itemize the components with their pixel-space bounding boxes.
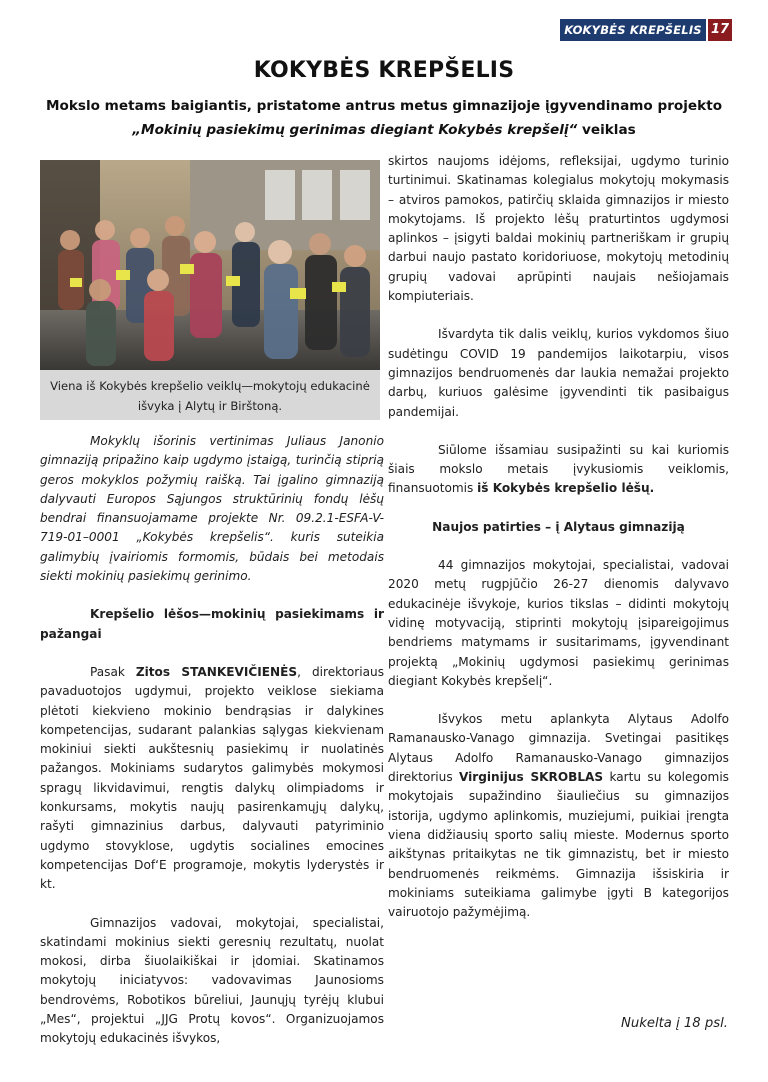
article-title: KOKYBĖS KREPŠELIS (253, 58, 515, 83)
person-name: Virginijus SKROBLAS (458, 770, 604, 785)
body-paragraph (388, 441, 729, 499)
body-paragraph: skirtos naujoms idėjoms, refleksijai, ugdymo turinio turtinimui. Skatinamas kolegialus mokytojų mokymasis – atviros pamokos, patirčių sklaida gimnazijos ir miesto mokytojams. Iš projekto lėšų praturtintos ugdymosi aplinkos – įsigyti baldai mokinių partneriškam ir grupių darbui naujo pastato koridoriuose, mokytojų metodinių grupių vadovai aprūpinti naujais nešiojamais kompiuteriais. (388, 154, 729, 304)
page-number: 17 (708, 19, 732, 41)
text-run: kartu su kolegomis mokytojais supažindino šiauliečius su gimnazijos istorija, ugdymo aplinkomis, muziejumi, puikiai įrengta viena didžiausių sporto salių mieste. Modernus sporto aikštynas pritaikytas ne tik gimnazistų, bet ir miesto bendruomenės reikmėms. Gimnazija išsiskiria ir mokiniams suteikiama galimybe įgyti B kategorijos vairuotojo pažymėjimą. (388, 770, 729, 920)
body-paragraph (388, 710, 729, 922)
section-subheading: Krepšelio lėšos—mokinių pasiekimams ir pažangai (40, 607, 384, 641)
photo-figure (40, 160, 380, 420)
page-header (560, 19, 732, 41)
project-name: „Mokinių pasiekimų gerinimas diegiant Kokybės krepšelį“ (132, 122, 578, 138)
photo-caption: Viena iš Kokybės krepšelio veiklų—mokytojų edukacinė išvyka į Alytų ir Birštoną. (50, 379, 370, 413)
article-lead-line2 (0, 122, 768, 138)
text-run: Išvykos metu aplankyta Alytaus Adolfo Ramanausko-Vanago gimnazija. Svetingai pasitikęs Alytaus Adolfo Ramanausko-Vanago gimnazijos direktorius (388, 712, 729, 785)
intro-paragraph: Mokyklų išorinis vertinimas Juliaus Janonio gimnaziją pripažino kaip ugdymo įstaigą, turinčią stiprią geros mokyklos požymių raišką. Tai įgalino gimnaziją dalyvauti Europos Sąjungos struktūrinių fondų lėšų bendrai finansuojamame projekte Nr. 09.2.1-ESFA-V-719-01–0001 „Kokybės krepšelis“. kuris suteikia galimybių įvairiomis formomis, būdais bei metodais siekti mokinių pasiekimų gerinimo. (40, 434, 384, 584)
text-run: Siūlome išsamiau susipažinti su kai kuriomis šiais mokslo metais įvykusiomis veiklomis, finansuotomis (388, 442, 729, 496)
person-name: Zitos STANKEVIČIENĖS (135, 664, 298, 679)
section-subheading: Naujos patirties – į Alytaus gimnaziją (432, 519, 685, 534)
text-run: Pasak (90, 664, 136, 679)
body-paragraph: 44 gimnazijos mokytojai, specialistai, vadovai 2020 metų rugpjūčio 26-27 dienomis dalyvavo edukacinėje išvykoje, kurios tikslas – didinti mokytojų vidinę motyvaciją, stiprinti mokytojų įsipareigojimus bendriems matymams ir susitarimams, įgyvendinant projektą „Mokinių ugdymosi pasiekimų gerinimas diegiant Kokybės krepšelį“. (388, 558, 729, 688)
left-column (40, 432, 384, 1049)
body-paragraph (40, 663, 384, 895)
lead-suffix: veiklas (577, 122, 636, 138)
text-run: , direktoriaus pavaduotojos ugdymui, projekto veiklose siekiama plėtoti kiekvieno mokinio bendrąsias ir dalykines kompetencijas, sudarant palankias sąlygas kiekvienam mokiniui siekti aukštesnių pasiekimų ir nuolatinės pažangos. Mokiniams sudarytos galimybės mokymosi spragų likvidavimui, rengtis dalykų olimpiadoms ir konkursams, mokytis naujų pasirenkamųjų dalykų, rašyti gimnazinius darbus, dalyvauti patyriminio ugdymo stovyklose, ugdytis socialines emocines kompetencijas Dof‘E programoje, mokytis lyderystės ir kt. (40, 664, 384, 892)
body-paragraph: Gimnazijos vadovai, mokytojai, specialistai, skatindami mokinius siekti geresnių rezultatų, nuolat mokosi, dirba šiuolaikiškai ir įdomiai. Skatinamos mokytojų iniciatyvos: vadovavimas Jaunosioms bendrovėms, Robotikos būreliui, Jaunųjų tyrėjų klubui „Mes“, projektui „JJG Protų kovos“. Organizuojamos mokytojų edukacinės išvykos, (40, 915, 384, 1046)
continued-note: Nukelta į 18 psl. (620, 1016, 728, 1031)
section-label: KOKYBĖS KREPŠELIS (560, 19, 706, 41)
article-lead-line1: Mokslo metams baigiantis, pristatome antrus metus gimnazijoje įgyvendinamo projekto (45, 98, 723, 114)
body-paragraph: Išvardyta tik dalis veiklų, kurios vykdomos šiuo sudėtingu COVID 19 pandemijos laikotarpiu, visos gimnazijos bendruomenės dar laukia nemažai projekto darbų, kuriuos galėsime įgyvendinti tik pasibaigus pandemijai. (388, 327, 729, 419)
bold-phrase: iš Kokybės krepšelio lėšų. (477, 481, 655, 496)
group-photo (40, 160, 380, 370)
right-column (388, 152, 729, 922)
